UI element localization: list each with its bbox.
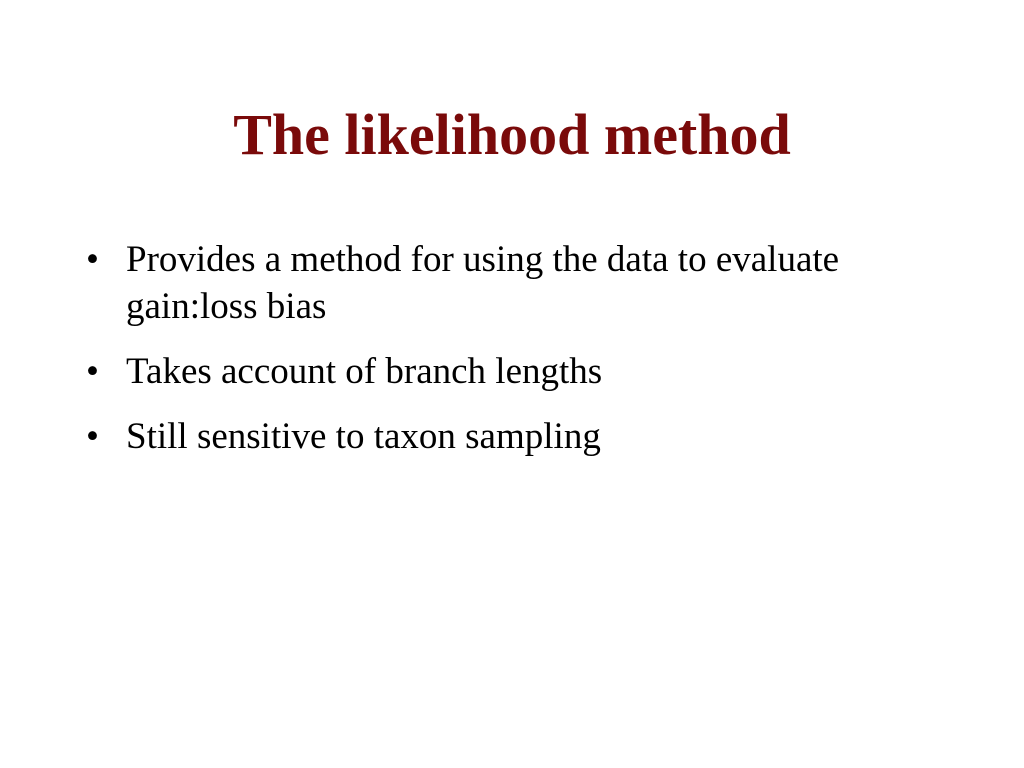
slide-title: The likelihood method xyxy=(233,102,791,167)
bullet-marker: • xyxy=(86,351,99,392)
bullet-item xyxy=(86,413,886,460)
bullet-text: Provides a method for using the data to evaluate gain:loss bias xyxy=(126,239,840,327)
bullet-text: Still sensitive to taxon sampling xyxy=(126,416,601,457)
bullet-marker: • xyxy=(86,239,99,280)
bullet-marker: • xyxy=(86,416,99,457)
bullet-list xyxy=(86,236,886,478)
bullet-item xyxy=(86,348,886,395)
bullet-text: Takes account of branch lengths xyxy=(126,351,603,392)
bullet-item xyxy=(86,236,886,330)
